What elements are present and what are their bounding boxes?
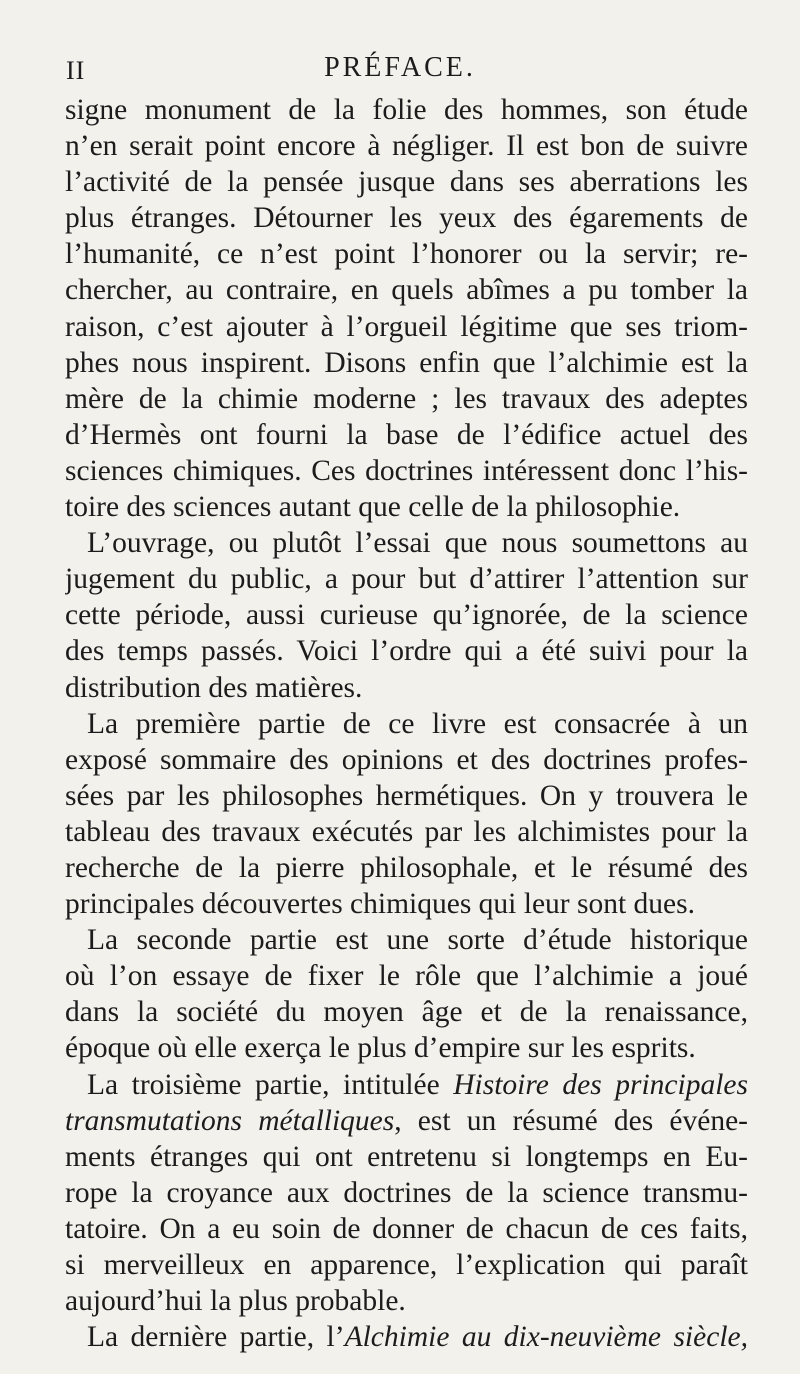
text-line: dans la société du moyen âge et de la renaissance, xyxy=(65,996,748,1029)
text-line: exposé sommaire des opinions et des doctrines profes- xyxy=(65,743,748,776)
text-line: époque où elle exerça le plus d’empire sur les esprits. xyxy=(65,1032,696,1065)
body-text xyxy=(65,92,748,1355)
text-line xyxy=(65,1103,748,1139)
text-line: plus étranges. Détourner les yeux des égarements de xyxy=(65,202,748,235)
paragraph-start-line: La seconde partie est une sorte d’étude historique xyxy=(87,924,748,957)
text-line: d’Hermès ont fourni la base de l’édifice actuel des xyxy=(65,418,748,451)
text-line: toire des sciences autant que celle de la philosophie. xyxy=(65,491,681,524)
italic-title-run: Alchimie au dix-neuvième siècle, xyxy=(344,1321,748,1354)
running-title: PRÉFACE. xyxy=(324,52,476,83)
text-line: où l’on essaye de fixer le rôle que l’alchimie a joué xyxy=(65,960,748,993)
text-line: jugement du public, a pour but d’attirer l’attention sur xyxy=(65,563,748,596)
text-line: rope la croyance aux doctrines de la science transmu- xyxy=(65,1176,748,1209)
paragraph-start-line: La première partie de ce livre est consacrée à un xyxy=(87,707,748,740)
paragraph-start-line xyxy=(65,1319,748,1355)
text-run: La troisième partie, intitulée xyxy=(87,1068,440,1101)
text-line: recherche de la pierre philosophale, et le résumé des xyxy=(65,851,748,884)
text-line: mère de la chimie moderne ; les travaux des adeptes xyxy=(65,382,748,415)
running-head xyxy=(58,48,742,84)
text-line: ments étranges qui ont entretenu si longtemps en Eu- xyxy=(65,1140,748,1173)
text-line: tableau des travaux exécutés par les alchimistes pour la xyxy=(65,815,748,848)
italic-title-run: transmutations métalliques xyxy=(65,1104,395,1137)
text-line: l’humanité, ce n’est point l’honorer ou la servir; re- xyxy=(65,238,748,271)
text-line: n’en serait point encore à négliger. Il est bon de suivre xyxy=(65,130,748,163)
text-line: chercher, au contraire, en quels abîmes a pu tomber la xyxy=(65,274,748,307)
text-line: signe monument de la folie des hommes, son étude xyxy=(65,94,748,126)
text-line: distribution des matières. xyxy=(65,671,363,704)
text-line: aujourd’hui la plus probable. xyxy=(65,1285,406,1318)
text-line: sciences chimiques. Ces doctrines intéressent donc l’his- xyxy=(65,454,748,487)
text-line: tatoire. On a eu soin de donner de chacun de ces faits, xyxy=(65,1212,748,1245)
text-line: l’activité de la pensée jusque dans ses aberrations les xyxy=(65,166,748,199)
text-line: sées par les philosophes hermétiques. On y trouvera le xyxy=(65,779,748,812)
text-line: raison, c’est ajouter à l’orgueil légitime que ses triom- xyxy=(65,310,748,343)
text-line: si merveilleux en apparence, l’explication qui paraît xyxy=(65,1249,748,1281)
text-line: phes nous inspirent. Disons enfin que l’alchimie est la xyxy=(65,346,748,379)
paragraph-start-line xyxy=(65,1067,748,1103)
paragraph-start-line: L’ouvrage, ou plutôt l’essai que nous soumettons au xyxy=(87,527,748,560)
text-run: , est un résumé des événe- xyxy=(394,1104,748,1137)
page-number: II xyxy=(66,56,86,85)
text-line: cette période, aussi curieuse qu’ignorée, de la science xyxy=(65,599,748,632)
text-line: des temps passés. Voici l’ordre qui a été suivi pour la xyxy=(65,635,748,668)
text-run: La dernière partie, l’ xyxy=(87,1321,345,1354)
italic-title-run: Histoire des principales xyxy=(439,1068,748,1101)
text-line: principales découvertes chimiques qui leur sont dues. xyxy=(65,888,695,921)
